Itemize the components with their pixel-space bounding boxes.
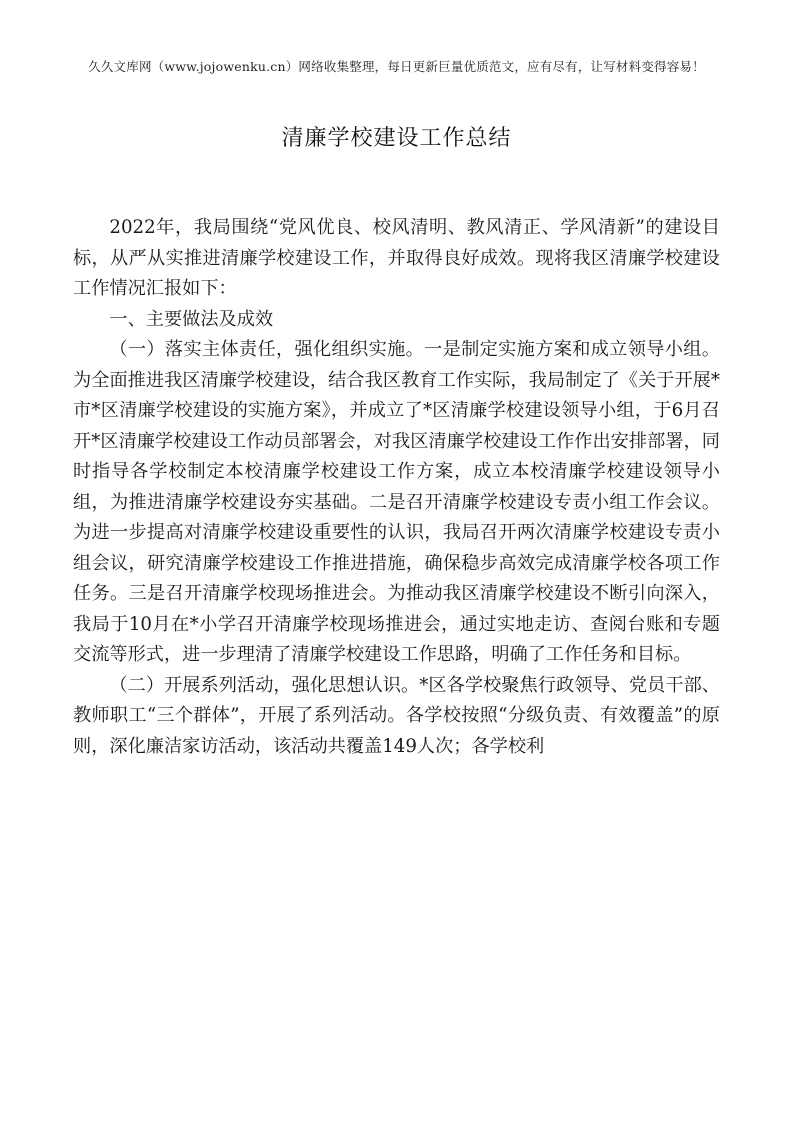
page-title: 清廉学校建设工作总结: [281, 126, 512, 151]
section-heading-1: 一、主要做法及成效: [109, 308, 274, 330]
subsection-paragraph-1: （一）落实主体责任，强化组织实施。一是制定实施方案和成立领导小组。为全面推进我区清廉学校建设，结合我区教育工作实际，我局制定了《关于开展*市*区清廉学校建设的实施方案》，并成立了*区清廉学校建设领导小组，于6月召开*区清廉学校建设工作动员部署会，对我区清廉学校建设工作作出安排部署，同时指导各学校制定本校清廉学校建设工作方案，成立本校清廉学校建设领导小组，为推进清廉学校建设夯实基础。二是召开清廉学校建设专责小组工作会议。为进一步提高对清廉学校建设重要性的认识，我局召开两次清廉学校建设专责小组会议，研究清廉学校建设工作推进措施，确保稳步高效完成清廉学校各项工作任务。三是召开清廉学校现场推进会。为推动我区清廉学校建设不断引向深入，我局于10月在*小学召开清廉学校现场推进会，通过实地走访、查阅台账和专题交流等形式，进一步理清了清廉学校建设工作思路，明确了工作任务和目标。: [73, 339, 720, 665]
intro-paragraph: 2022年，我局围绕“党风优良、校风清明、教风清正、学风清新”的建设目标，从严从实推进清廉学校建设工作，并取得良好成效。现将我区清廉学校建设工作情况汇报如下：: [73, 217, 720, 299]
subsection-paragraph-2: （二）开展系列活动，强化思想认识。*区各学校聚焦行政领导、党员干部、教师职工“三个群体”，开展了系列活动。各学校按照“分级负责、有效覆盖”的原则，深化廉洁家访活动，该活动共覆盖149人次；各学校利: [73, 674, 720, 757]
header-note: 久久文库网（www.jojowenku.cn）网络收集整理，每日更新巨量优质范文，应有尽有，让写材料变得容易！: [88, 59, 705, 74]
document-body: [73, 213, 720, 762]
